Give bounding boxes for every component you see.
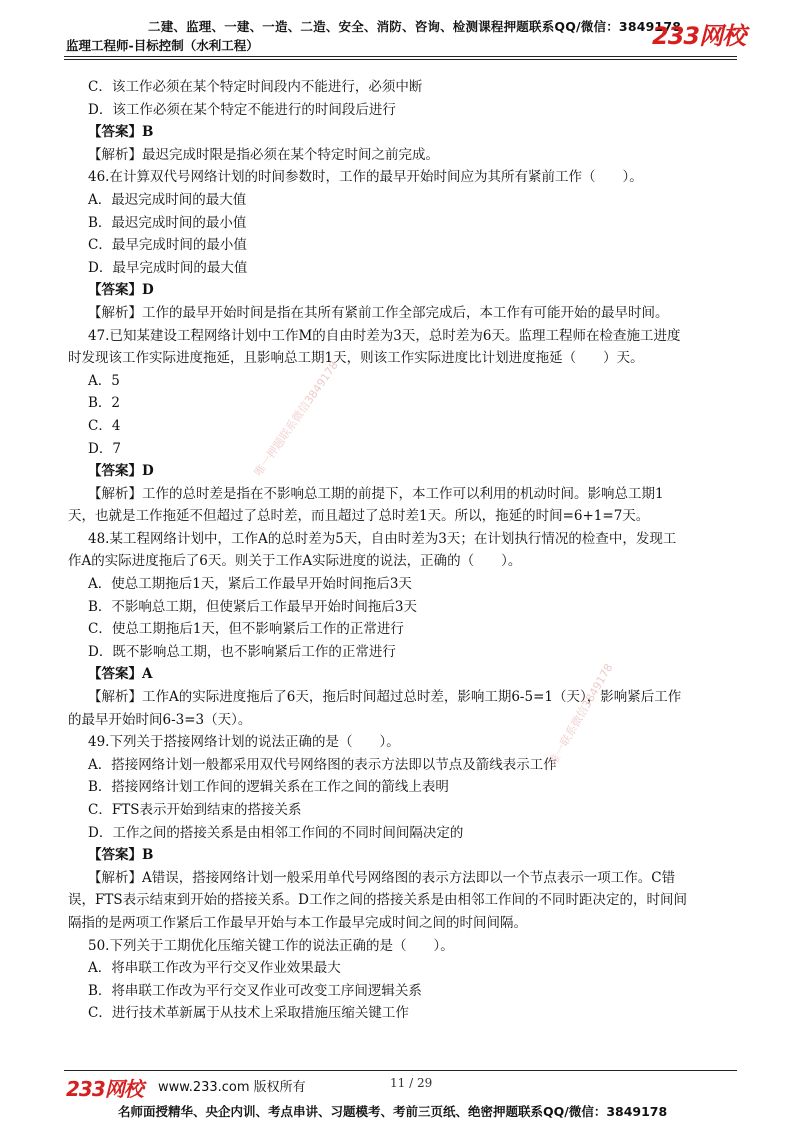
footer-logo: 233网校 (66, 1077, 143, 1101)
document-body (68, 76, 738, 1025)
question-line: 49.下列关于搭接网络计划的说法正确的是（ ）。 (88, 734, 400, 751)
option-line: A．最迟完成时间的最大值 (88, 191, 247, 208)
page-number: 11 / 29 (390, 1076, 433, 1090)
option-line: A．使总工期拖后1天，紧后工作最早开始时间拖后3天 (88, 576, 412, 593)
answer-line: 【答案】D (88, 463, 154, 480)
option-line: C．FTS表示开始到结束的搭接关系 (88, 802, 302, 818)
footer-site: www.233.com 版权所有 (158, 1080, 306, 1095)
header-subtitle: 监理工程师-目标控制（水利工程） (66, 38, 259, 53)
header-divider-thin (64, 59, 737, 60)
answer-line: 【答案】B (88, 124, 154, 141)
analysis-line: 的最早开始时间6-3=3（天）。 (68, 711, 252, 728)
analysis-line: 【解析】工作的总时差是指在不影响总工期的前提下，本工作可以利用的机动时间。影响总工期1 (88, 485, 664, 502)
question-line: 50.下列关于工期优化压缩关键工作的说法正确的是（ ）。 (88, 937, 454, 954)
footer-divider (64, 1070, 737, 1071)
analysis-line: 隔指的是两项工作紧后工作最早开始与本工作最早完成时间之间的时间间隔。 (68, 914, 527, 931)
option-line: A．搭接网络计划一般都采用双代号网络图的表示方法即以节点及箭线表示工作 (88, 756, 557, 773)
question-line: 46.在计算双代号网络计划的时间参数时，工作的最早开始时间应为其所有紧前工作（ ）。 (88, 169, 643, 186)
question-line: 48.某工程网络计划中，工作A的总时差为5天，自由时差为3天；在计划执行情况的检查中，发现工 (88, 530, 677, 547)
option-line: D．该工作必须在某个特定不能进行的时间段后进行 (88, 101, 396, 118)
analysis-line: 天，也就是工作拖延不但超过了总时差，而且超过了总时差1天。所以，拖延的时间=6+1=7天。 (68, 508, 650, 525)
answer-line: 【答案】B (88, 847, 154, 864)
analysis-line: 【解析】最迟完成时限是指必须在某个特定时间之前完成。 (88, 146, 439, 163)
question-line: 时发现该工作实际进度拖延，且影响总工期1天，则该工作实际进度比计划进度拖延（ ）天。 (68, 350, 644, 367)
question-line: 作A的实际进度拖后了6天。则关于工作A实际进度的说法，正确的（ ）。 (68, 553, 522, 570)
option-line: D．最早完成时间的最大值 (88, 259, 248, 276)
option-line: B．搭接网络计划工作间的逻辑关系在工作之间的箭线上表明 (88, 779, 449, 796)
option-line: D．既不影响总工期，也不影响紧后工作的正常进行 (88, 643, 396, 660)
watermark: 唯一押题联系微信3849178 (251, 358, 341, 479)
option-line: B．2 (88, 395, 121, 412)
option-line: B．最迟完成时间的最小值 (88, 214, 247, 231)
footer-promo: 名师面授精华、央企内训、考点串讲、习题模考、考前三页纸、绝密押题联系QQ/微信：3849178 (118, 1104, 668, 1119)
option-line: C．该工作必须在某个特定时间段内不能进行，必须中断 (88, 79, 423, 95)
analysis-line: 【解析】工作的最早开始时间是指在其所有紧前工作全部完成后，本工作有可能开始的最早时间。 (88, 304, 669, 321)
answer-line: 【答案】A (88, 666, 153, 683)
header-courses: 二建、监理、一建、一造、二造、安全、消防、咨询、检测课程押题联系QQ/微信：3849178 (148, 19, 682, 34)
question-line: 47.已知某建设工程网络计划中工作M的自由时差为3天，总时差为6天。监理工程师在检查施工进度 (88, 327, 681, 344)
header-divider (64, 56, 737, 57)
analysis-line: 【解析】A错误，搭接网络计划一般采用单代号网络图的表示方法即以一个节点表示一项工作。C错 (88, 869, 676, 886)
watermark: 唯一联系微信3849178 (546, 661, 616, 768)
option-line: B．不影响总工期，但使紧后工作最早开始时间拖后3天 (88, 598, 418, 615)
answer-line: 【答案】D (88, 282, 154, 299)
option-line: C．最早完成时间的最小值 (88, 237, 247, 254)
option-line: C．进行技术革新属于从技术上采取措施压缩关键工作 (88, 1005, 409, 1022)
brand-logo: 233网校 (652, 22, 746, 50)
option-line: D．工作之间的搭接关系是由相邻工作间的不同时间间隔决定的 (88, 824, 464, 841)
option-line: D．7 (88, 440, 121, 457)
option-line: C．使总工期拖后1天，但不影响紧后工作的正常进行 (88, 621, 404, 638)
option-line: A．将串联工作改为平行交叉作业效果最大 (88, 960, 341, 977)
option-line: C．4 (88, 417, 121, 434)
analysis-line: 误，FTS表示结束到开始的搭接关系。D工作之间的搭接关系是由相邻工作间的不同时距决定的，时间间 (68, 892, 687, 909)
analysis-line: 【解析】工作A的实际进度拖后了6天，拖后时间超过总时差，影响工期6-5=1（天），影响紧后工作 (88, 689, 682, 706)
option-line: B．将串联工作改为平行交叉作业可改变工序间逻辑关系 (88, 982, 422, 999)
option-line: A．5 (88, 372, 120, 389)
